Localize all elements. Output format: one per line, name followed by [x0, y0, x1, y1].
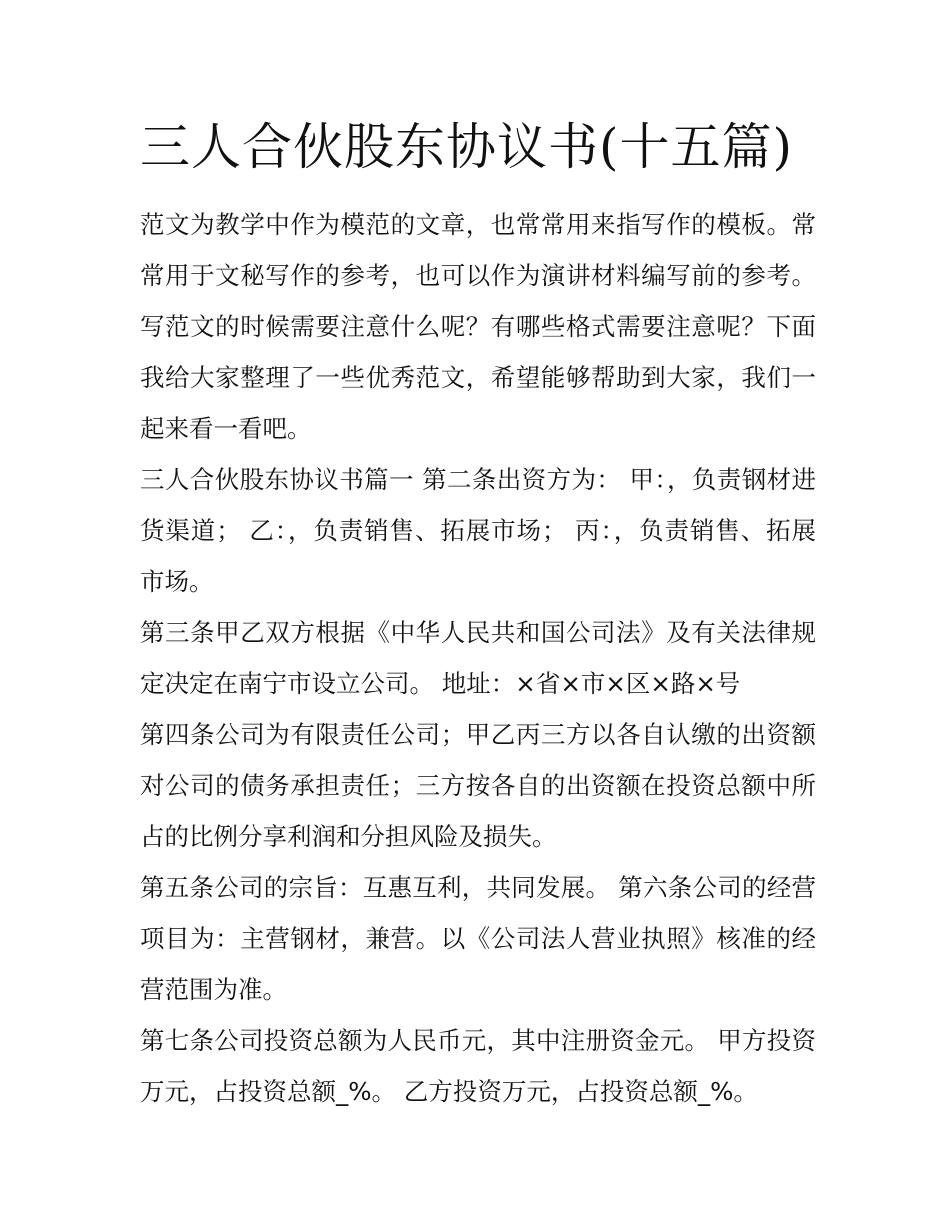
paragraph-article-4: 第四条公司为有限责任公司；甲乙丙三方以各自认缴的出资额对公司的债务承担责任；三方按各自的出资额在投资总额中所占的比例分享利润和分担风险及损失。: [140, 720, 816, 851]
document-body: [140, 199, 816, 1117]
paragraph-article-7: 第七条公司投资总额为人民币元，其中注册资金元。 甲方投资万元，占投资总额_%。 乙方投资万元，占投资总额_%。: [140, 1026, 816, 1106]
paragraph-article-3: 第三条甲乙双方根据《中华人民共和国公司法》及有关法律规定决定在南宁市设立公司。 地址：×省×市×区×路×号: [140, 618, 816, 698]
paragraph-intro: 范文为教学中作为模范的文章，也常常用来指写作的模板。常常用于文秘写作的参考，也可以作为演讲材料编写前的参考。写范文的时候需要注意什么呢？有哪些格式需要注意呢？下面我给大家整理了一些优秀范文，希望能够帮助到大家，我们一起来看一看吧。: [140, 210, 816, 443]
paragraph-article-2: 三人合伙股东协议书篇一 第二条出资方为： 甲：，负责钢材进货渠道； 乙：，负责销售、拓展市场； 丙：，负责销售、拓展市场。: [140, 465, 816, 596]
paragraph-article-5-6: 第五条公司的宗旨：互惠互利，共同发展。 第六条公司的经营项目为：主营钢材，兼营。以《公司法人营业执照》核准的经营范围为准。: [140, 873, 816, 1004]
document-title: 三人合伙股东协议书(十五篇): [140, 118, 794, 176]
